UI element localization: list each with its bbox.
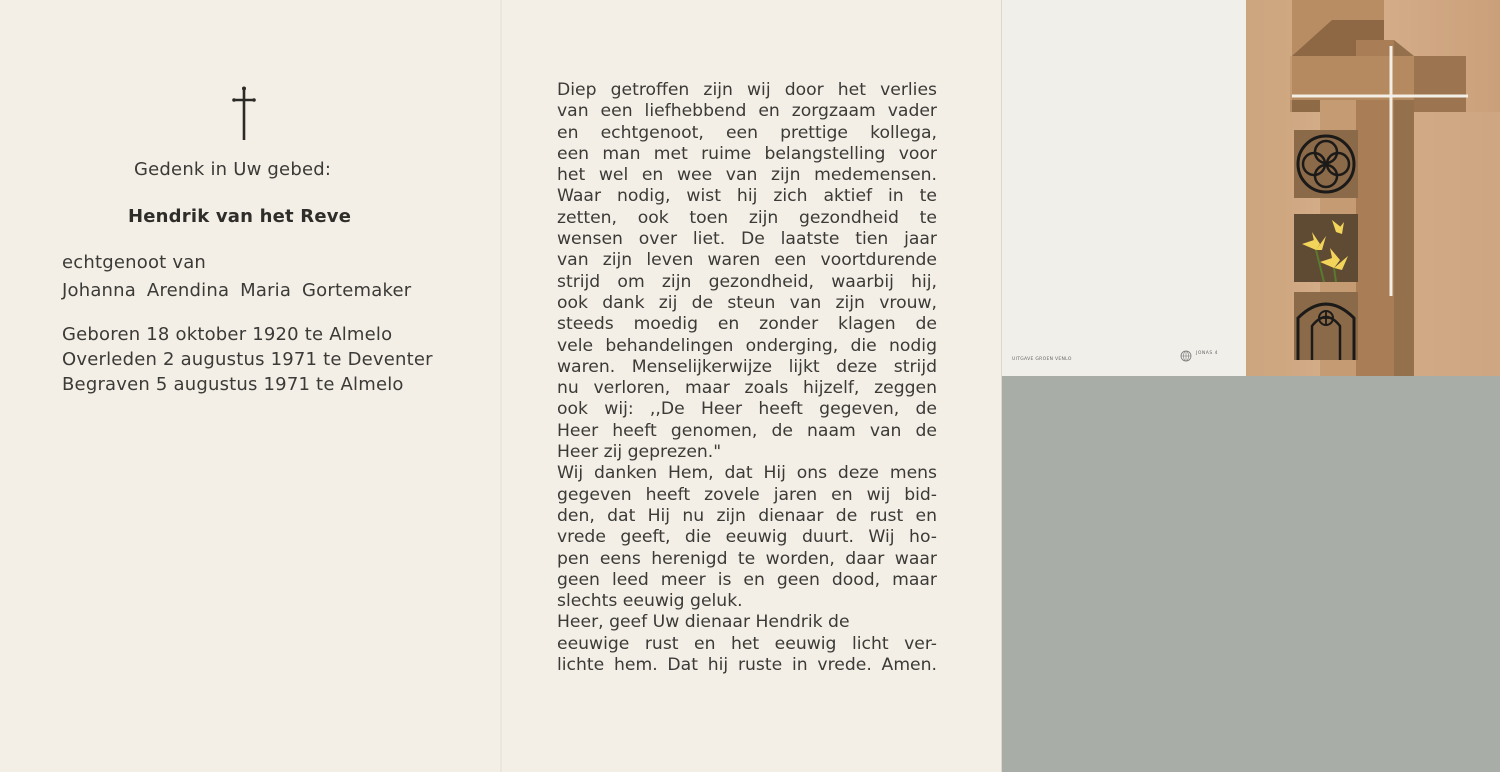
text-line: Heer heeft genomen, de naam van de	[557, 420, 937, 441]
spouse-label: echtgenoot van	[62, 252, 207, 273]
publisher-label: UITGAVE GROEN VENLO	[1012, 357, 1072, 362]
deceased-name: Hendrik van het Reve	[128, 206, 352, 227]
text-line: Wij danken Hem, dat Hij ons deze mens	[557, 463, 937, 484]
text-line: slechts eeuwig geluk.	[557, 591, 743, 612]
text-line: Heer zij geprezen."	[557, 442, 722, 463]
text-line: ook wij: ,,De Heer heeft gegeven, de	[557, 399, 937, 420]
text-line: waren. Menselijkerwijze lijkt deze strijd	[557, 356, 937, 377]
card-fold	[500, 0, 502, 772]
text-line: steeds moedig en zonder klagen de	[557, 314, 937, 335]
empty-background	[1002, 376, 1500, 772]
text-line: vele behandelingen onderging, die nodig	[557, 335, 937, 356]
prayer-heading: Gedenk in Uw gebed:	[134, 159, 332, 180]
text-line: wensen over liet. De laatste tien jaar	[557, 229, 937, 250]
cross-icon	[230, 86, 258, 142]
spouse-name: Johanna Arendina Maria Gortemaker	[62, 280, 412, 301]
text-line: Diep getroffen zijn wij door het verlies	[557, 80, 937, 100]
memorial-text	[557, 80, 937, 676]
death-line: Overleden 2 augustus 1971 te Deventer	[62, 349, 433, 370]
burial-line: Begraven 5 augustus 1971 te Almelo	[62, 374, 404, 395]
cross-artwork	[1246, 0, 1500, 376]
text-line: Waar nodig, wist hij zich aktief in te	[557, 186, 937, 207]
text-line: nu verloren, maar zoals hijzelf, zeggen	[557, 378, 937, 399]
text-line: eeuwige rust en het eeuwig licht ver-	[557, 633, 937, 654]
globe-icon	[1180, 350, 1192, 362]
text-line: strijd om zijn gezondheid, waarbij hij,	[557, 271, 937, 292]
text-line: van zijn leven waren een voortdurende	[557, 250, 937, 271]
text-line: zetten, ook toen zijn gezondheid te	[557, 207, 937, 228]
birth-line: Geboren 18 oktober 1920 te Almelo	[62, 324, 393, 345]
text-line: vrede geeft, die eeuwig duurt. Wij ho-	[557, 527, 937, 548]
text-line: ook dank zij de steun van zijn vrouw,	[557, 292, 937, 313]
text-line: en echtgenoot, een prettige kollega,	[557, 122, 937, 143]
back-panel	[1002, 0, 1246, 376]
text-line: gegeven heeft zovele jaren en wij bid-	[557, 484, 937, 505]
text-line: pen eens herenigd te worden, daar waar	[557, 548, 937, 569]
text-line: lichte hem. Dat hij ruste in vrede. Amen.	[557, 655, 937, 676]
card-back	[1002, 0, 1500, 376]
text-line: van een liefhebbend en zorgzaam vader	[557, 101, 937, 122]
marquetry-image	[1246, 0, 1500, 376]
brand-label: JONAS 4	[1196, 351, 1218, 356]
text-line: het wel en wee van zijn medemensen.	[557, 165, 937, 186]
text-line: Heer, geef Uw dienaar Hendrik de	[557, 612, 850, 633]
text-line: een man met ruime belangstelling voor	[557, 143, 937, 164]
text-line: den, dat Hij nu zijn dienaar de rust en	[557, 505, 937, 526]
text-line: geen leed meer is en geen dood, maar	[557, 569, 937, 590]
